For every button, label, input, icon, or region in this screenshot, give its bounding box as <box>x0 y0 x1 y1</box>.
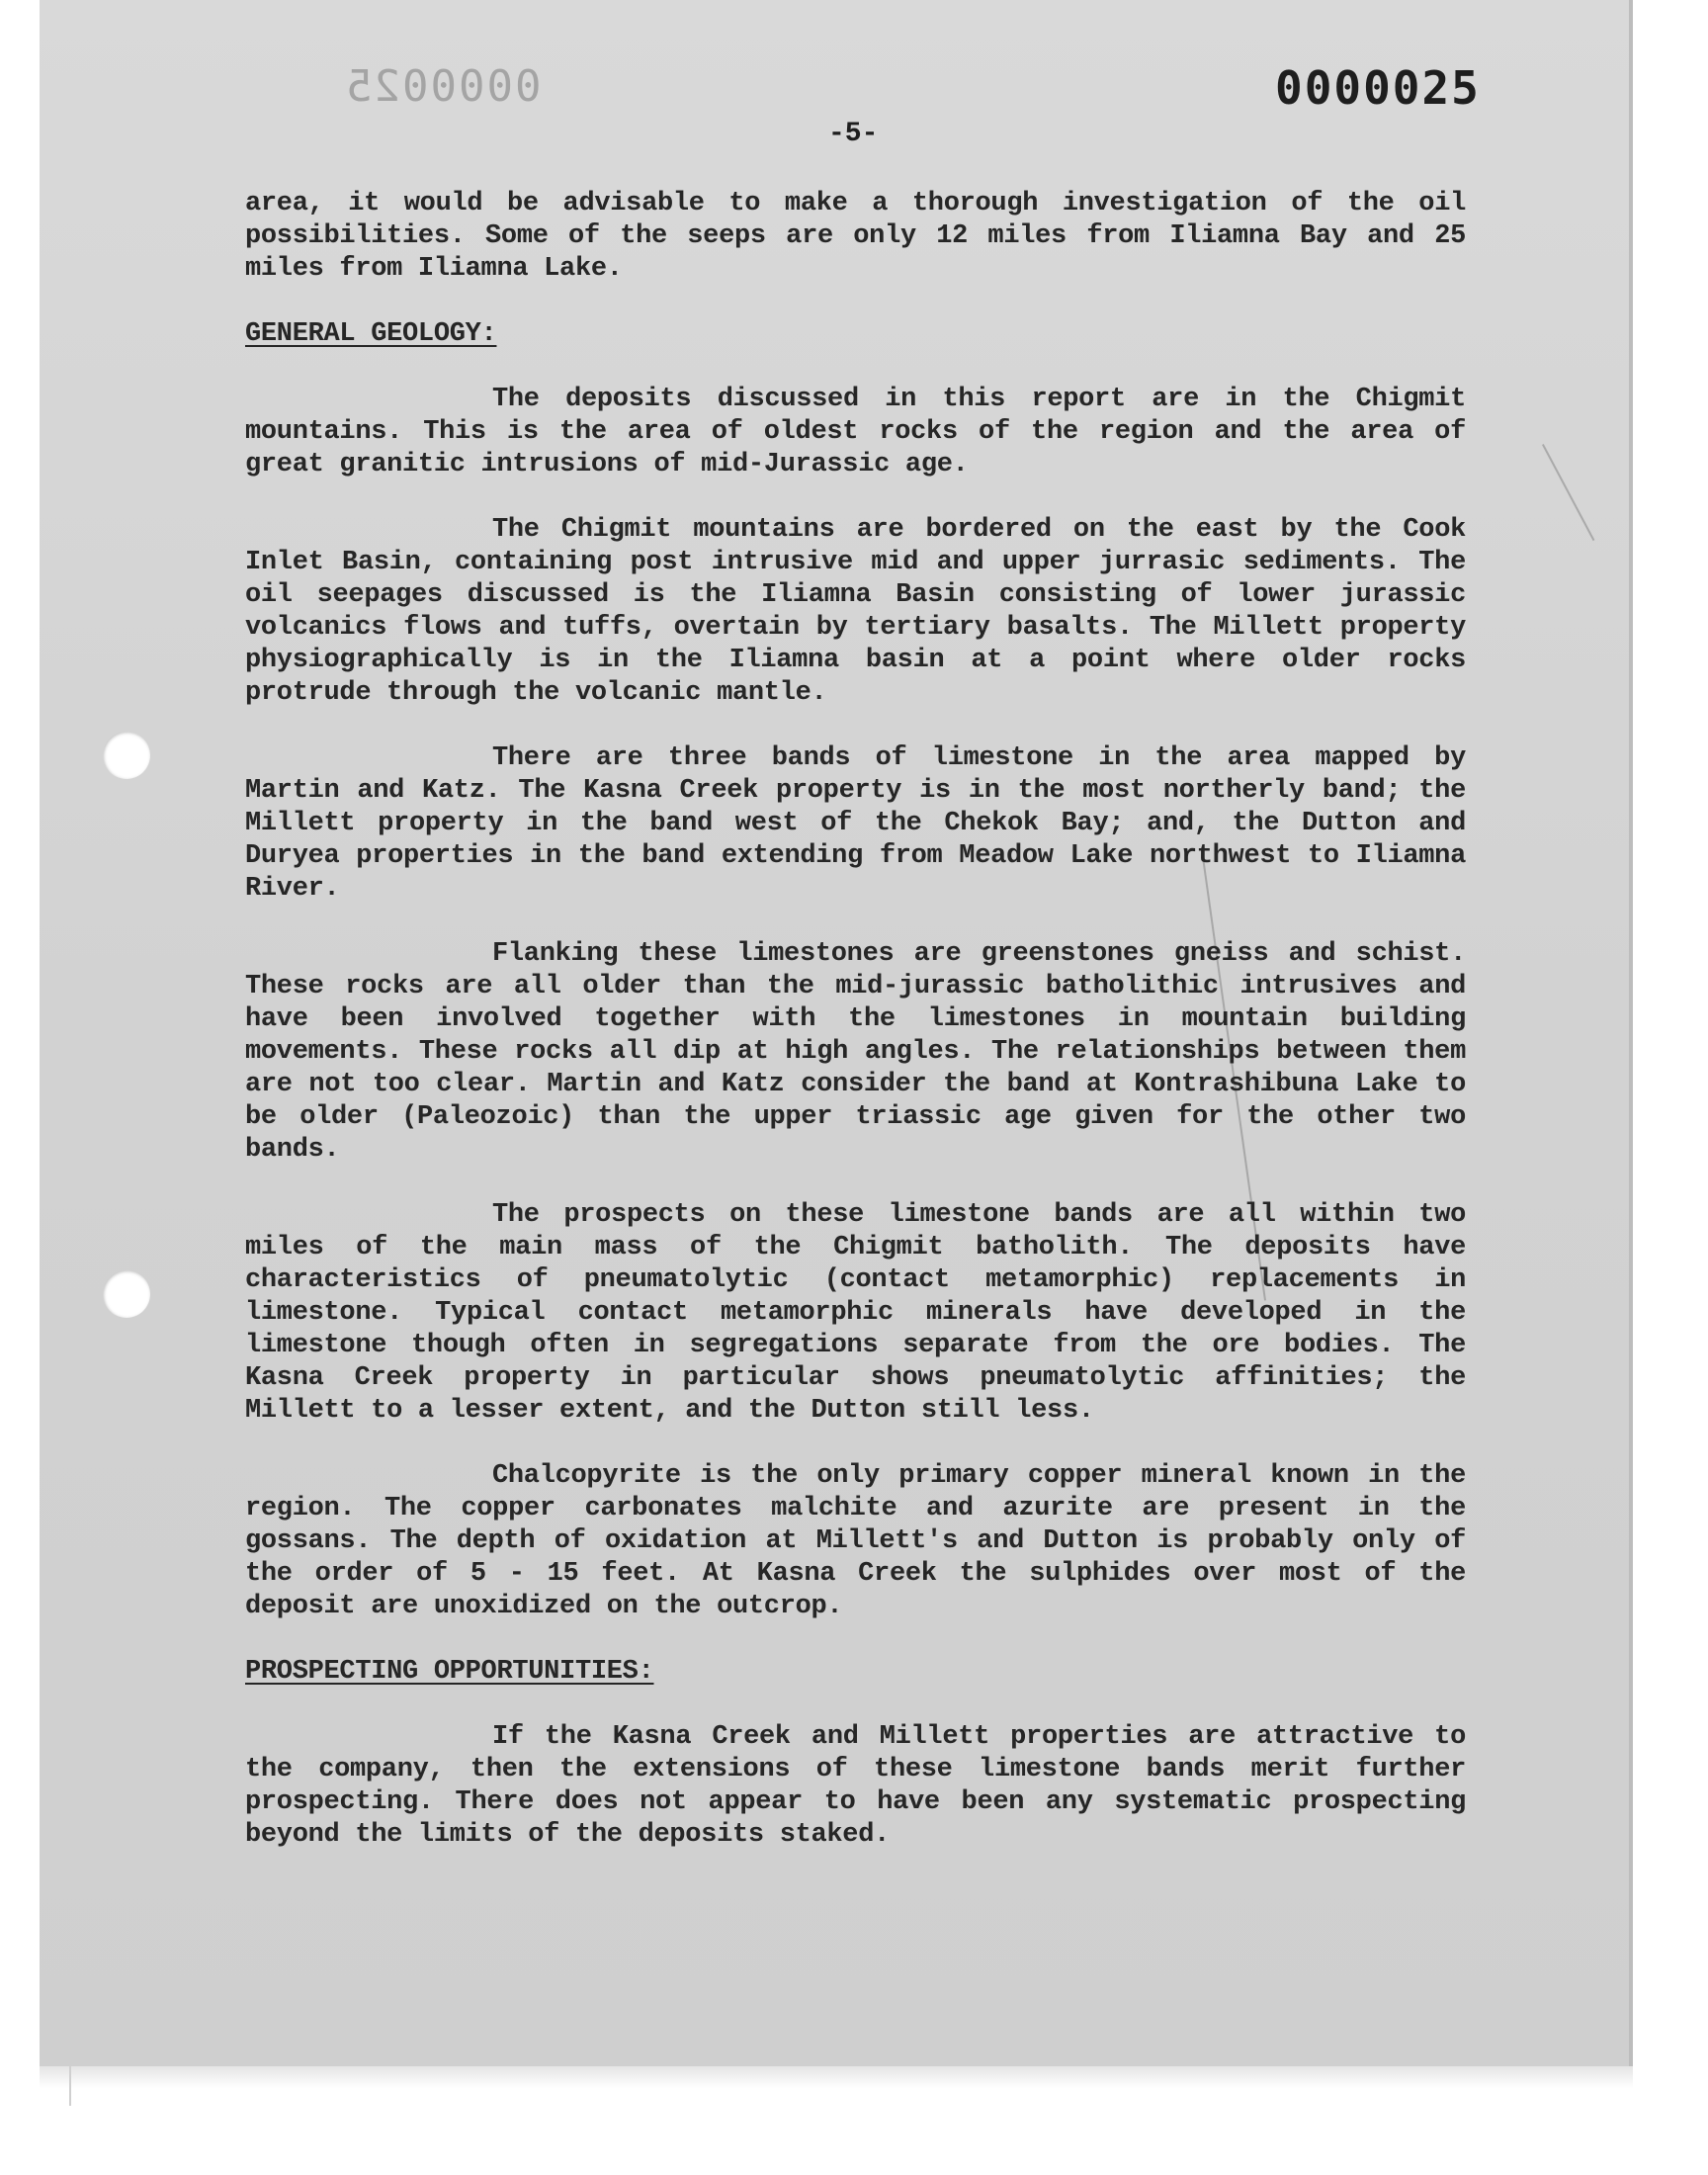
punch-hole-top <box>103 732 150 779</box>
stamp-number-bleed: 0000025 <box>344 61 542 112</box>
punch-hole-bottom <box>103 1270 150 1318</box>
stamp-number: 0000025 <box>1275 61 1481 115</box>
paragraph: The prospects on these limestone bands are all within two miles of the main mass of the Chigmit batholith. The deposits have characteristics of pneumatolytic (contact metamorphic) replacements in limestone. Typical contact metamorphic minerals have developed in the limestone though often in segregations separate from the ore bodies. The Kasna Creek property in particular shows pneumatolytic affinities; the Millett to a lesser extent, and the Dutton still less. <box>245 1200 1466 1426</box>
paragraph: Flanking these limestones are greenstones gneiss and schist. These rocks are all older than the mid-jurassic batholithic intrusives and have been involved together with the limestones in mountain building movements. These rocks all dip at high angles. The relationships between them are not too clear. Martin and Katz consider the band at Kontrashibuna Lake to be older (Paleozoic) than the upper triassic age given for the other two bands. <box>245 939 1466 1165</box>
paragraph: Chalcopyrite is the only primary copper mineral known in the region. The copper carbonates malchite and azurite are present in the gossans. The depth of oxidation at Millett's and Dutton is probably only of the order of 5 - 15 feet. At Kasna Creek the sulphides over most of the deposit are unoxidized on the outcrop. <box>245 1461 1466 1621</box>
section-heading-prospecting-opportunities: PROSPECTING OPPORTUNITIES: <box>245 1657 654 1687</box>
paragraph: If the Kasna Creek and Millett properties are attractive to the company, then the extensions of these limestone bands merit further prospecting. There does not appear to have been any systematic prospecting beyond the limits of the deposits staked. <box>245 1722 1466 1850</box>
section-heading-general-geology: GENERAL GEOLOGY: <box>245 319 497 349</box>
page-edge-shadow <box>40 2066 1633 2088</box>
paragraph: There are three bands of limestone in the area mapped by Martin and Katz. The Kasna Creek property is in the most northerly band; the Millett property in the band west of the Chekok Bay; and, the Dutton and Duryea properties in the band extending from Meadow Lake northwest to Iliamna River. <box>245 743 1466 904</box>
paragraph: The Chigmit mountains are bordered on the east by the Cook Inlet Basin, containing post intrusive mid and upper jurrasic sediments. The oil seepages discussed is the Iliamna Basin consisting of lower jurassic volcanics flows and tuffs, overtain by tertiary basalts. The Millett property physiographically is in the Iliamna basin at a point where older rocks protrude through the volcanic mantle. <box>245 515 1466 708</box>
document-body <box>245 188 1466 1884</box>
intro-paragraph: area, it would be advisable to make a thorough investigation of the oil possibilities. Some of the seeps are only 12 miles from Iliamna Bay and 25 miles from Iliamna Lake. <box>245 189 1466 284</box>
page-number: -5- <box>828 119 879 149</box>
page-edge-line <box>69 2066 71 2106</box>
paragraph: The deposits discussed in this report are in the Chigmit mountains. This is the area of oldest rocks of the region and the area of great granitic intrusions of mid-Jurassic age. <box>245 385 1466 479</box>
